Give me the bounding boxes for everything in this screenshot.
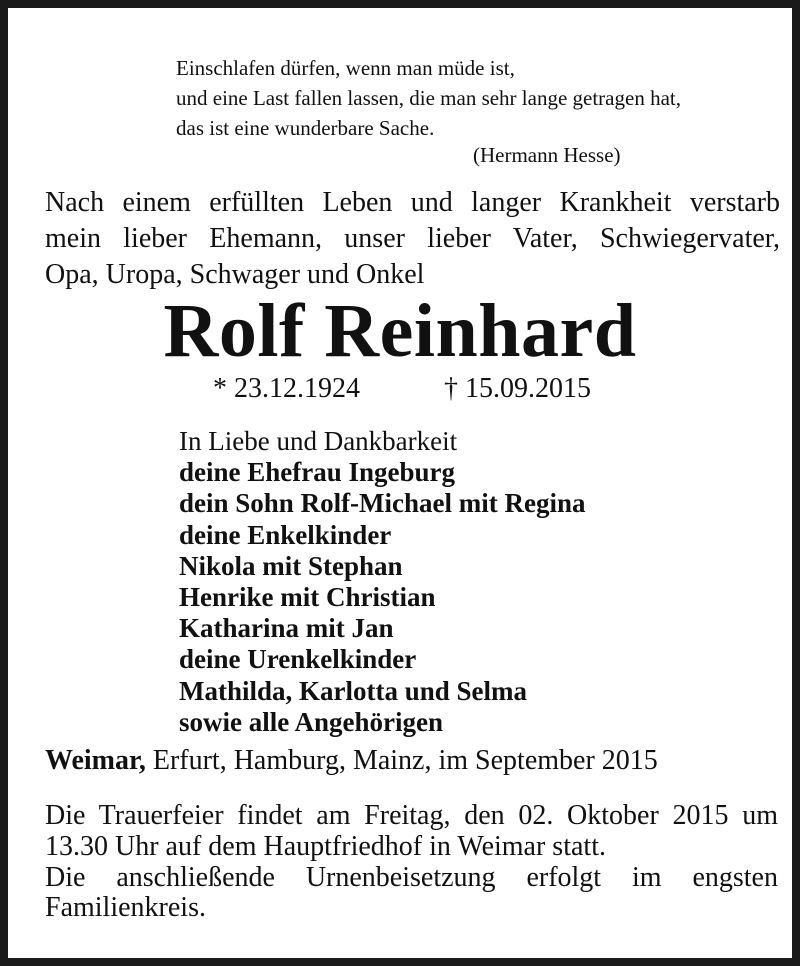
funeral-info [45,801,778,924]
mourner-line: deine Urenkelkinder [179,644,417,675]
poem-line: das ist eine wunderbare Sache. [176,116,435,140]
mourner-line: Nikola mit Stephan [179,550,403,581]
place-city: Weimar, [45,745,146,776]
mourner-line: sowie alle Angehörigen [179,706,443,737]
birth-date: * 23.12.1924 [213,373,360,404]
place-rest: Erfurt, Hamburg, Mainz, im September 2015 [152,745,658,776]
mourner-line: deine Ehefrau Ingeburg [179,457,456,488]
poem-author: (Hermann Hesse) [473,143,621,167]
funeral-line: Die anschließende Urnenbeisetzung erfolgt im engsten [45,861,778,893]
poem-quote [176,53,681,143]
place-date-line [45,745,658,777]
mourner-line: dein Sohn Rolf-Michael mit Regina [179,488,586,519]
funeral-line: Familienkreis. [45,892,206,924]
death-date: † 15.09.2015 [444,373,591,404]
intro-text [45,185,780,293]
mourner-line: Mathilda, Karlotta und Selma [179,675,528,706]
funeral-line: Die Trauerfeier findet am Freitag, den 02. Oktober 2015 um [45,800,778,831]
poem-line: und eine Last fallen lassen, die man sehr lange getragen hat, [176,86,681,110]
poem-line: Einschlafen dürfen, wenn man müde ist, [176,56,515,80]
mourner-line: Henrike mit Christian [179,582,436,613]
funeral-line: 13.30 Uhr auf dem Hauptfriedhof in Weimar statt. [45,830,606,862]
intro-line: Opa, Uropa, Schwager und Onkel [45,259,425,290]
deceased-name: Rolf Reinhard [163,289,637,373]
intro-line: mein lieber Ehemann, unser lieber Vater, Schwiegervater, [45,223,780,254]
mourners-opening: In Liebe und Dankbarkeit [179,426,458,456]
mourners-list [179,426,586,738]
intro-line: Nach einem erfüllten Leben und langer Krankheit verstarb [45,187,780,218]
mourner-line: deine Enkelkinder [179,519,392,550]
mourner-line: Katharina mit Jan [179,613,394,644]
